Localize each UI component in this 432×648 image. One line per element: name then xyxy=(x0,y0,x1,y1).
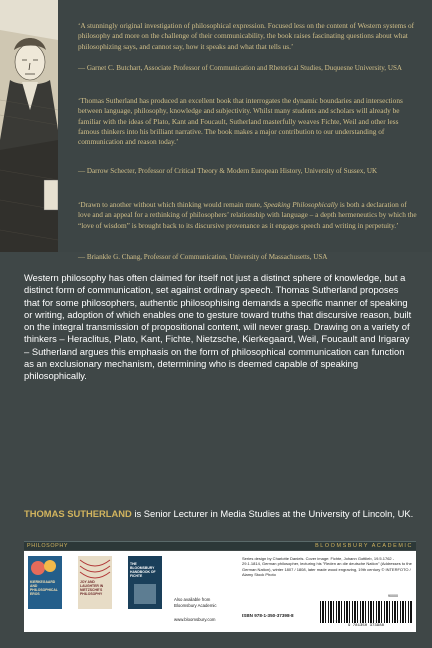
quote-text: is both a declaration of love and an appeal for a rethinking of philosophers’ relationship with language – a depth hermeneutics by which the “love of wisdom” is brought back to its discursive provenance as it engages speech and writing in perpetuity.’ xyxy=(78,200,417,230)
related-book-cover xyxy=(78,556,112,609)
quote-text: ‘Drawn to another without which thinking would remain mute, xyxy=(78,200,264,209)
cover-credits: Series design by Charlotte Daniels. Cover image: Fichte, Johann Gottlieb, 19.5.1762 - 29.1.1814, German philosopher, lecturing his "Reden an die deutsche Nation" (Addresses to the German Nation), winter 1807 / 1808, later made wood engraving, 19th century © INTERFOTO / Alamy Stock Photo xyxy=(242,556,412,578)
author-name: THOMAS SUTHERLAND xyxy=(24,508,132,519)
related-book-cover xyxy=(28,556,62,609)
website-link[interactable]: www.bloomsbury.com xyxy=(174,617,216,622)
book-description: Western philosophy has often claimed for itself not just a distinct sphere of knowledge, but a distinct form of communication, set against ordinary speech. Thomas Sutherland proposes that for some philosophers, authentic philosophising demands a specific manner of speaking or writing, adoption of which enables one to gesture toward truths that discursive reason, built on the integral transmission of propositional content, will never grasp. Drawing on a variety of thinkers – Heraclitus, Plato, Kant, Fichte, Nietzsche, Kierkegaard, Weil, Foucault and Irigaray – Sutherland argues this emphasis on the form of philosophical communication can function as an exclusionary mechanism, determining who is deemed capable of speaking philosophically. xyxy=(24,272,412,382)
category-label: PHILOSOPHY xyxy=(27,543,69,549)
book-title-italic: Speaking Philosophically xyxy=(263,200,339,209)
endorsement-quote: ‘A stunningly original investigation of philosophical expression. Focused less on the content of Western systems of philosophy and more on the challenge of their communicability, the book raises fascinating questions about what philosophizing says, and cannot say, how it speaks and what that tells us.’ xyxy=(78,21,415,51)
price-code: 90000 xyxy=(388,594,398,598)
barcode-number: 9 781350 373988 xyxy=(347,624,384,628)
related-book-cover xyxy=(128,556,162,609)
cover-engraving-image xyxy=(0,0,58,252)
endorsement-quote: ‘Thomas Sutherland has produced an excellent book that interrogates the dynamic boundaries and intersections between language, philosophy, knowledge and subjectivity. Whilst many students and scholars will already be familiar with the ideas of Plato, Kant and Foucault, Sutherland masterfully weaves Fichte, Weil and other less famous thinkers into his brilliant narrative. The book makes a major contribution to our understanding of communication and reason today.’ xyxy=(78,96,403,147)
book-art xyxy=(128,556,162,609)
publisher-label: BLOOMSBURY ACADEMIC xyxy=(315,543,413,549)
endorsement-quote xyxy=(78,200,418,231)
endorsement-attribution: — Darrow Schecter, Professor of Critical Theory & Modern European History, University of Sussex, UK xyxy=(78,167,378,175)
related-book-title: JOY AND LAUGHTER IN NIETZSCHE'S PHILOSOPHY xyxy=(80,580,104,596)
back-cover-footer xyxy=(24,551,416,632)
endorsements-panel xyxy=(58,0,432,252)
author-bio-text: is Senior Lecturer in Media Studies at the University of Lincoln, UK. xyxy=(131,508,414,519)
series-band xyxy=(24,541,416,550)
isbn-label: ISBN 978-1-350-37398-8 xyxy=(242,613,294,618)
related-book-title: THE BLOOMSBURY HANDBOOK OF FICHTE xyxy=(130,562,156,578)
also-available-text: Also available from Bloomsbury Academic xyxy=(174,597,217,608)
endorsement-attribution: — Briankle G. Chang, Professor of Communication, University of Massachusetts, USA xyxy=(78,253,328,261)
engraving-figure xyxy=(0,0,58,252)
related-book-title: KIERKEGAARD AND PHILOSOPHICAL EROS xyxy=(30,580,58,596)
barcode-image xyxy=(320,601,412,623)
author-bio xyxy=(24,508,416,520)
endorsement-attribution: — Garnet C. Butchart, Associate Professor of Communication and Rhetorical Studies, Duquesne University, USA xyxy=(78,64,403,72)
